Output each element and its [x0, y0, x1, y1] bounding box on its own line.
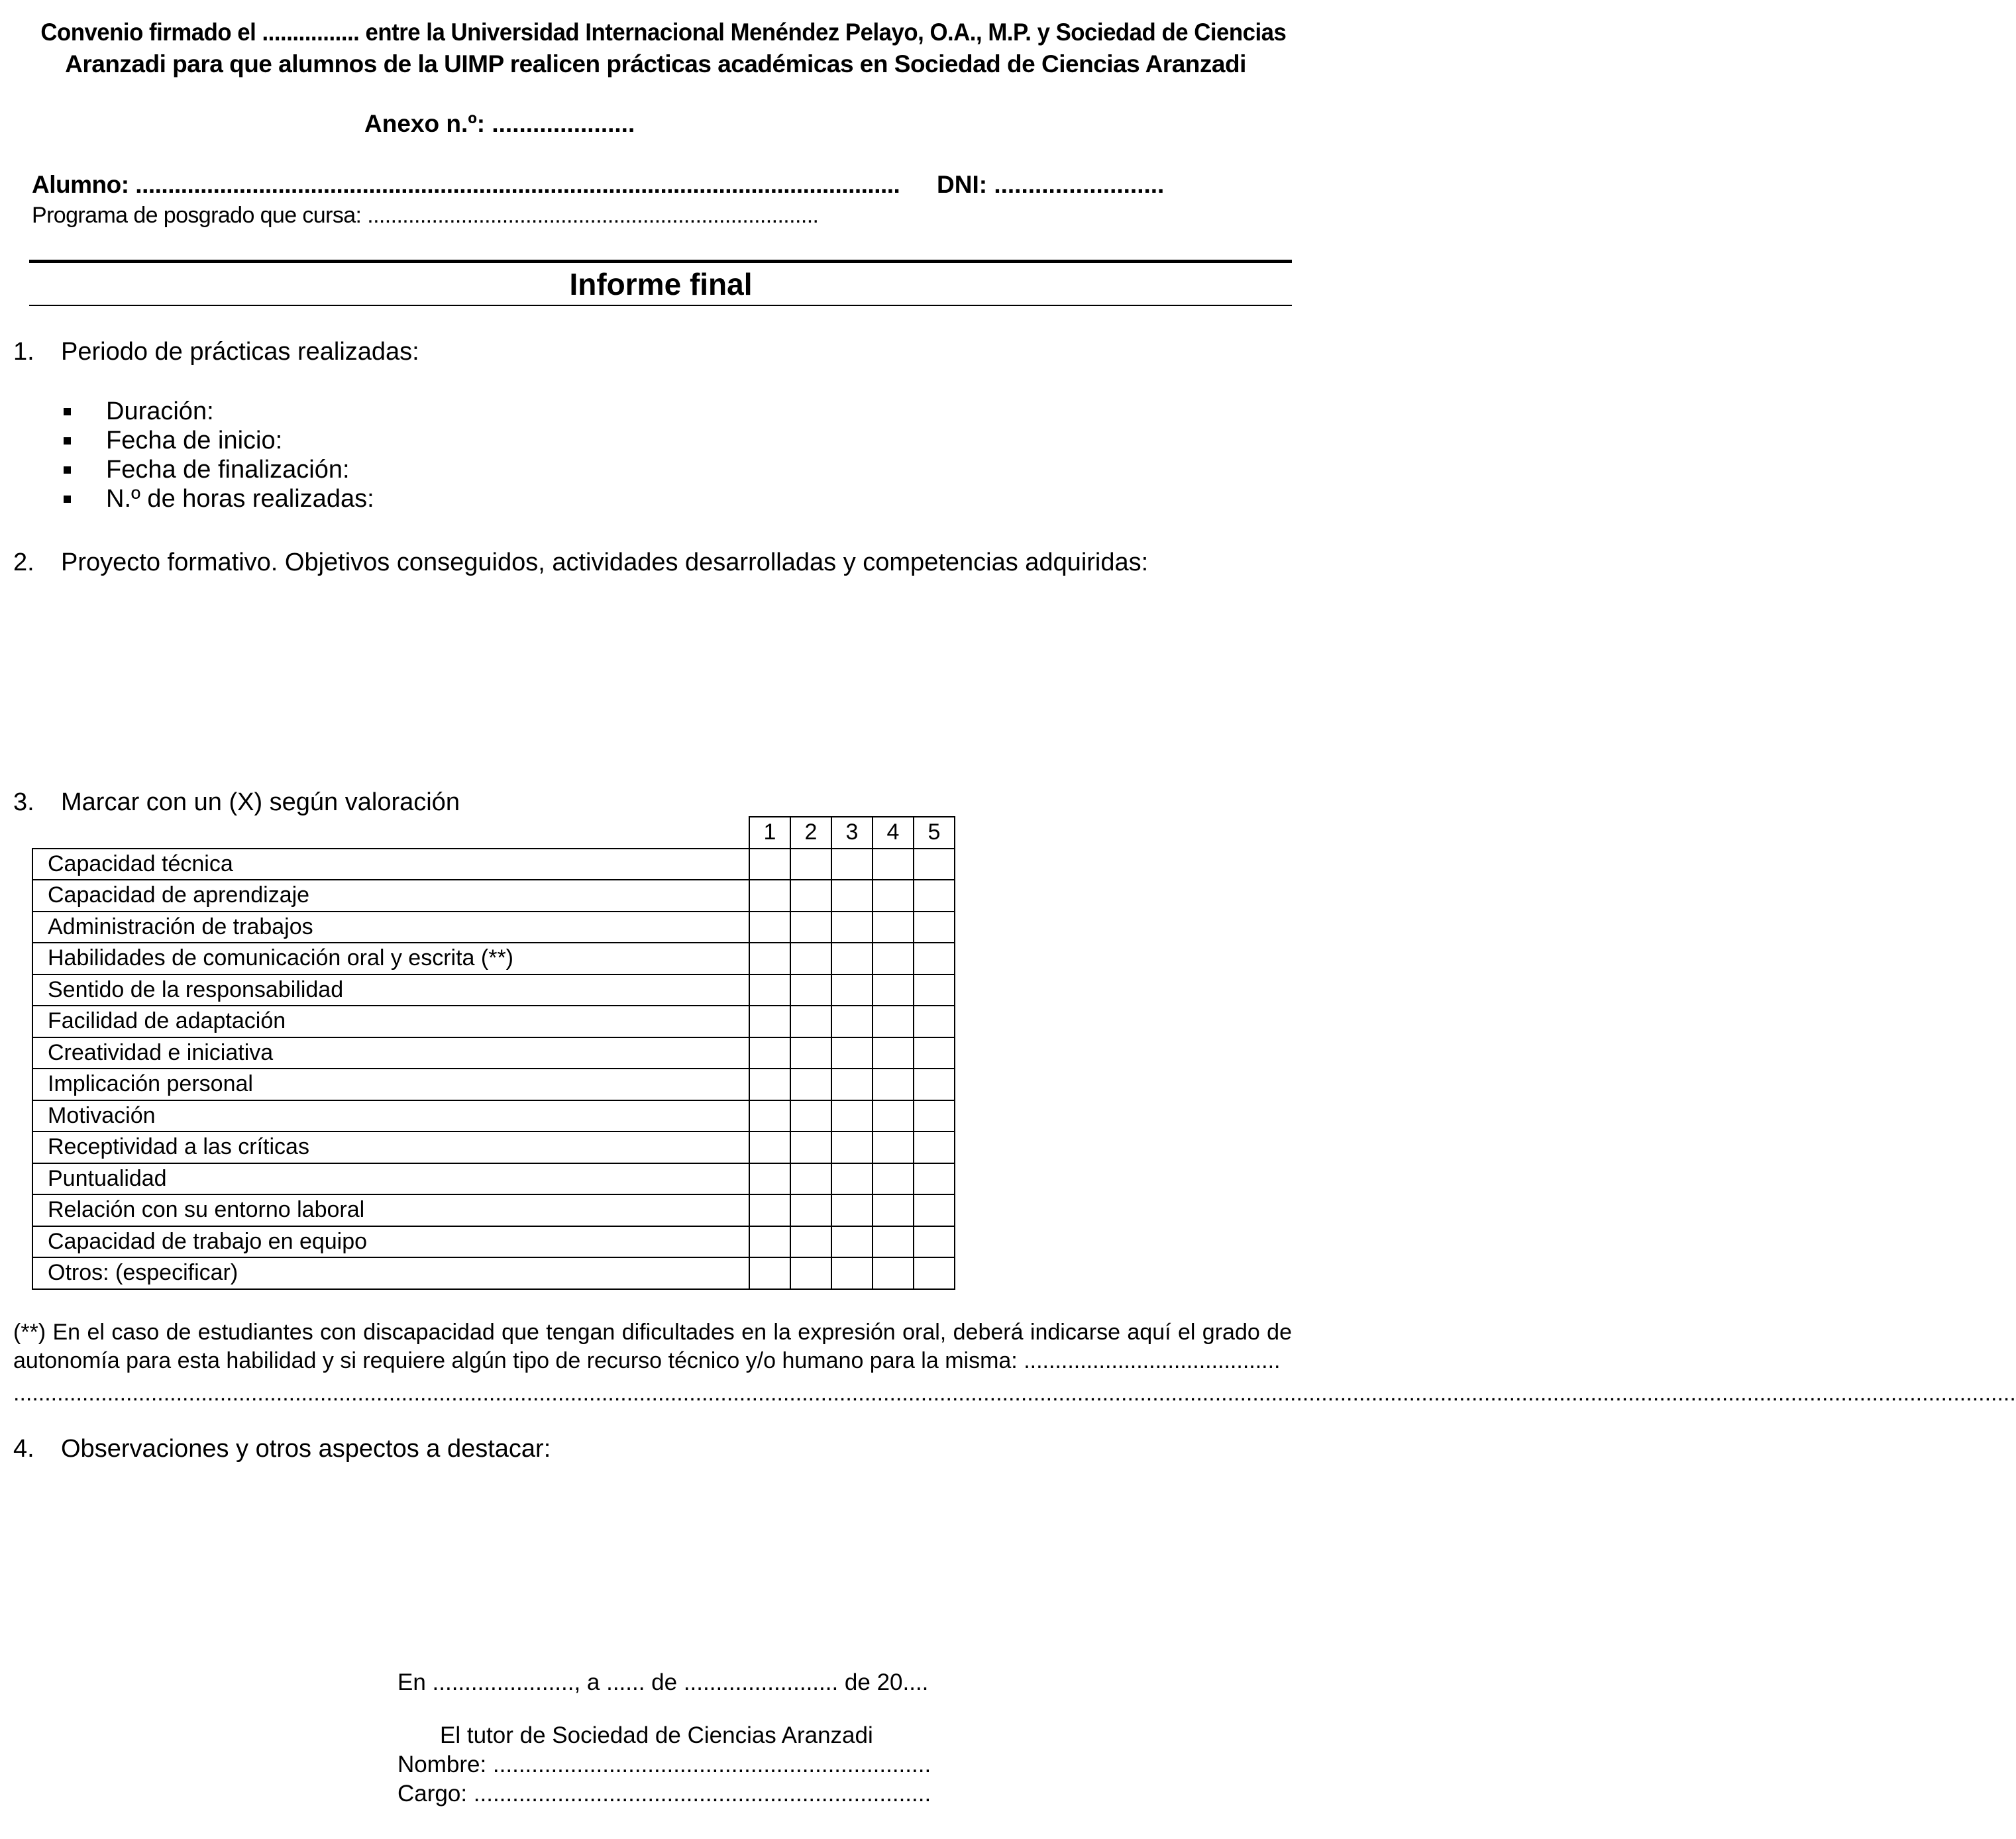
table-row	[32, 1131, 955, 1163]
rating-checkbox-5[interactable]	[914, 1163, 955, 1195]
end-date-label: Fecha de finalización:	[106, 456, 350, 484]
rating-checkbox-1[interactable]	[749, 849, 790, 880]
criterion-label: Puntualidad	[32, 1163, 749, 1195]
tutor-name-field[interactable]: Nombre: ....................................................................	[398, 1752, 931, 1777]
start-date-label: Fecha de inicio:	[106, 427, 283, 454]
rating-checkbox-5[interactable]	[914, 1131, 955, 1163]
bullet-square-icon	[64, 496, 71, 503]
bullet-square-icon	[64, 408, 71, 415]
table-row	[32, 1069, 955, 1100]
rating-checkbox-1[interactable]	[749, 1131, 790, 1163]
rating-checkbox-4[interactable]	[873, 1131, 914, 1163]
table-row	[32, 1257, 955, 1289]
criterion-label: Administración de trabajos	[32, 912, 749, 943]
rating-checkbox-3[interactable]	[831, 1131, 873, 1163]
rating-checkbox-2[interactable]	[790, 912, 831, 943]
rating-scale-header-row	[32, 817, 955, 849]
scale-2-header: 2	[790, 817, 831, 849]
rating-checkbox-1[interactable]	[749, 1194, 790, 1226]
bullet-square-icon	[64, 437, 71, 445]
signature-place-date[interactable]: En ......................, a ...... de ........................ de 20....	[398, 1669, 929, 1695]
rating-checkbox-2[interactable]	[790, 1069, 831, 1100]
rating-checkbox-4[interactable]	[873, 1257, 914, 1289]
footnote-text: (**) En el caso de estudiantes con discapacidad que tengan dificultades en la expresión oral, deberá indicarse aquí el grado de autonomía para esta habilidad y si requiere algún tipo de recurso técnico y/o humano para la misma: .........................................	[13, 1320, 1292, 1374]
rating-checkbox-2[interactable]	[790, 1131, 831, 1163]
section-4-title: Observaciones y otros aspectos a destacar:	[61, 1435, 551, 1463]
rating-checkbox-5[interactable]	[914, 880, 955, 912]
rating-checkbox-3[interactable]	[831, 1006, 873, 1037]
rating-checkbox-1[interactable]	[749, 1100, 790, 1132]
rating-checkbox-4[interactable]	[873, 849, 914, 880]
rating-table	[32, 816, 955, 1290]
rating-checkbox-1[interactable]	[749, 1163, 790, 1195]
rating-checkbox-5[interactable]	[914, 1194, 955, 1226]
criterion-label: Motivación	[32, 1100, 749, 1132]
rating-checkbox-4[interactable]	[873, 1100, 914, 1132]
hours-label: N.º de horas realizadas:	[106, 485, 374, 513]
rating-checkbox-2[interactable]	[790, 1257, 831, 1289]
table-row	[32, 849, 955, 880]
rating-checkbox-4[interactable]	[873, 943, 914, 974]
rating-checkbox-3[interactable]	[831, 943, 873, 974]
rating-checkbox-2[interactable]	[790, 1006, 831, 1037]
rating-checkbox-2[interactable]	[790, 1226, 831, 1258]
observations-answer-area[interactable]	[61, 1474, 1292, 1653]
rating-checkbox-1[interactable]	[749, 912, 790, 943]
rating-checkbox-5[interactable]	[914, 1069, 955, 1100]
criterion-label: Sentido de la responsabilidad	[32, 974, 749, 1006]
scale-3-header: 3	[831, 817, 873, 849]
criterion-label: Capacidad de trabajo en equipo	[32, 1226, 749, 1258]
criterion-label: Facilidad de adaptación	[32, 1006, 749, 1037]
scale-4-header: 4	[873, 817, 914, 849]
header-spacer	[32, 817, 749, 849]
rating-checkbox-1[interactable]	[749, 1257, 790, 1289]
rating-checkbox-1[interactable]	[749, 943, 790, 974]
table-row	[32, 974, 955, 1006]
section-4-number: 4.	[13, 1435, 34, 1463]
footnote-answer-line[interactable]: ................................................................................................................................................................................................................................................................................................................................	[13, 1381, 2016, 1406]
rating-checkbox-2[interactable]	[790, 880, 831, 912]
rating-checkbox-1[interactable]	[749, 1037, 790, 1069]
rating-checkbox-3[interactable]	[831, 1226, 873, 1258]
rating-checkbox-2[interactable]	[790, 943, 831, 974]
section-3-number: 3.	[13, 788, 34, 816]
criterion-label: Relación con su entorno laboral	[32, 1194, 749, 1226]
section-2-number: 2.	[13, 549, 34, 576]
rating-checkbox-2[interactable]	[790, 1163, 831, 1195]
postgraduate-program-field[interactable]: Programa de posgrado que cursa: .............................................................................	[32, 203, 819, 228]
rating-checkbox-4[interactable]	[873, 1194, 914, 1226]
rating-checkbox-1[interactable]	[749, 880, 790, 912]
title-top-rule	[29, 260, 1292, 263]
criterion-label: Receptividad a las críticas	[32, 1131, 749, 1163]
rating-checkbox-5[interactable]	[914, 849, 955, 880]
scale-5-header: 5	[914, 817, 955, 849]
rating-checkbox-3[interactable]	[831, 1100, 873, 1132]
scale-1-header: 1	[749, 817, 790, 849]
rating-checkbox-4[interactable]	[873, 880, 914, 912]
rating-checkbox-4[interactable]	[873, 1226, 914, 1258]
rating-checkbox-3[interactable]	[831, 974, 873, 1006]
rating-checkbox-1[interactable]	[749, 1226, 790, 1258]
rating-checkbox-5[interactable]	[914, 1257, 955, 1289]
rating-checkbox-3[interactable]	[831, 849, 873, 880]
section-3-title: Marcar con un (X) según valoración	[61, 788, 460, 816]
rating-checkbox-1[interactable]	[749, 1006, 790, 1037]
duration-label: Duración:	[106, 397, 214, 425]
title-bottom-rule	[29, 305, 1292, 306]
rating-checkbox-4[interactable]	[873, 1069, 914, 1100]
table-row	[32, 1037, 955, 1069]
criterion-label: Creatividad e iniciativa	[32, 1037, 749, 1069]
criterion-label: Capacidad técnica	[32, 849, 749, 880]
rating-checkbox-3[interactable]	[831, 1194, 873, 1226]
rating-checkbox-2[interactable]	[790, 974, 831, 1006]
rating-checkbox-2[interactable]	[790, 1194, 831, 1226]
rating-checkbox-3[interactable]	[831, 1163, 873, 1195]
rating-checkbox-5[interactable]	[914, 912, 955, 943]
rating-checkbox-5[interactable]	[914, 1226, 955, 1258]
section-1-number: 1.	[13, 338, 34, 366]
rating-checkbox-3[interactable]	[831, 1257, 873, 1289]
table-row	[32, 880, 955, 912]
section-1-title: Periodo de prácticas realizadas:	[61, 338, 419, 366]
table-row	[32, 1100, 955, 1132]
rating-checkbox-5[interactable]	[914, 974, 955, 1006]
rating-checkbox-5[interactable]	[914, 1100, 955, 1132]
training-project-answer-area[interactable]	[61, 586, 1292, 778]
rating-checkbox-5[interactable]	[914, 1006, 955, 1037]
rating-checkbox-1[interactable]	[749, 1069, 790, 1100]
rating-checkbox-4[interactable]	[873, 974, 914, 1006]
rating-checkbox-2[interactable]	[790, 1037, 831, 1069]
student-name-field[interactable]: Alumno: ......................................................................................................................	[32, 171, 900, 198]
tutor-position-field[interactable]: Cargo: .......................................................................	[398, 1781, 931, 1807]
table-row	[32, 1006, 955, 1037]
rating-checkbox-5[interactable]	[914, 943, 955, 974]
rating-checkbox-4[interactable]	[873, 1163, 914, 1195]
agreement-heading-line1: Convenio firmado el ................ entre la Universidad Internacional Menéndez Pelayo, O.A., M.P. y Sociedad de Ciencias	[40, 19, 1287, 46]
criteria-rows	[32, 849, 955, 1289]
criterion-label: Otros: (especificar)	[32, 1257, 749, 1289]
rating-checkbox-2[interactable]	[790, 1100, 831, 1132]
rating-checkbox-3[interactable]	[831, 1037, 873, 1069]
rating-checkbox-2[interactable]	[790, 849, 831, 880]
student-dni-field[interactable]: DNI: .........................	[937, 171, 1165, 198]
rating-checkbox-4[interactable]	[873, 912, 914, 943]
rating-checkbox-3[interactable]	[831, 880, 873, 912]
table-row	[32, 1163, 955, 1195]
criterion-label: Capacidad de aprendizaje	[32, 880, 749, 912]
rating-checkbox-1[interactable]	[749, 974, 790, 1006]
rating-checkbox-4[interactable]	[873, 1037, 914, 1069]
annex-number-field[interactable]: Anexo n.º: .....................	[364, 110, 635, 137]
rating-checkbox-3[interactable]	[831, 1069, 873, 1100]
table-row	[32, 943, 955, 974]
bullet-square-icon	[64, 466, 71, 474]
rating-checkbox-4[interactable]	[873, 1006, 914, 1037]
rating-checkbox-5[interactable]	[914, 1037, 955, 1069]
table-row	[32, 1194, 955, 1226]
table-row	[32, 1226, 955, 1258]
agreement-heading-line2: Aranzadi para que alumnos de la UIMP realicen prácticas académicas en Sociedad de Ciencias Aranzadi	[65, 50, 1246, 78]
tutor-label: El tutor de Sociedad de Ciencias Aranzadi	[440, 1722, 873, 1748]
table-row	[32, 912, 955, 943]
page-title: Informe final	[569, 267, 753, 301]
criterion-label: Implicación personal	[32, 1069, 749, 1100]
criterion-label: Habilidades de comunicación oral y escrita (**)	[32, 943, 749, 974]
section-2-title: Proyecto formativo. Objetivos conseguidos, actividades desarrolladas y competencias adquiridas:	[61, 549, 1149, 576]
rating-checkbox-3[interactable]	[831, 912, 873, 943]
